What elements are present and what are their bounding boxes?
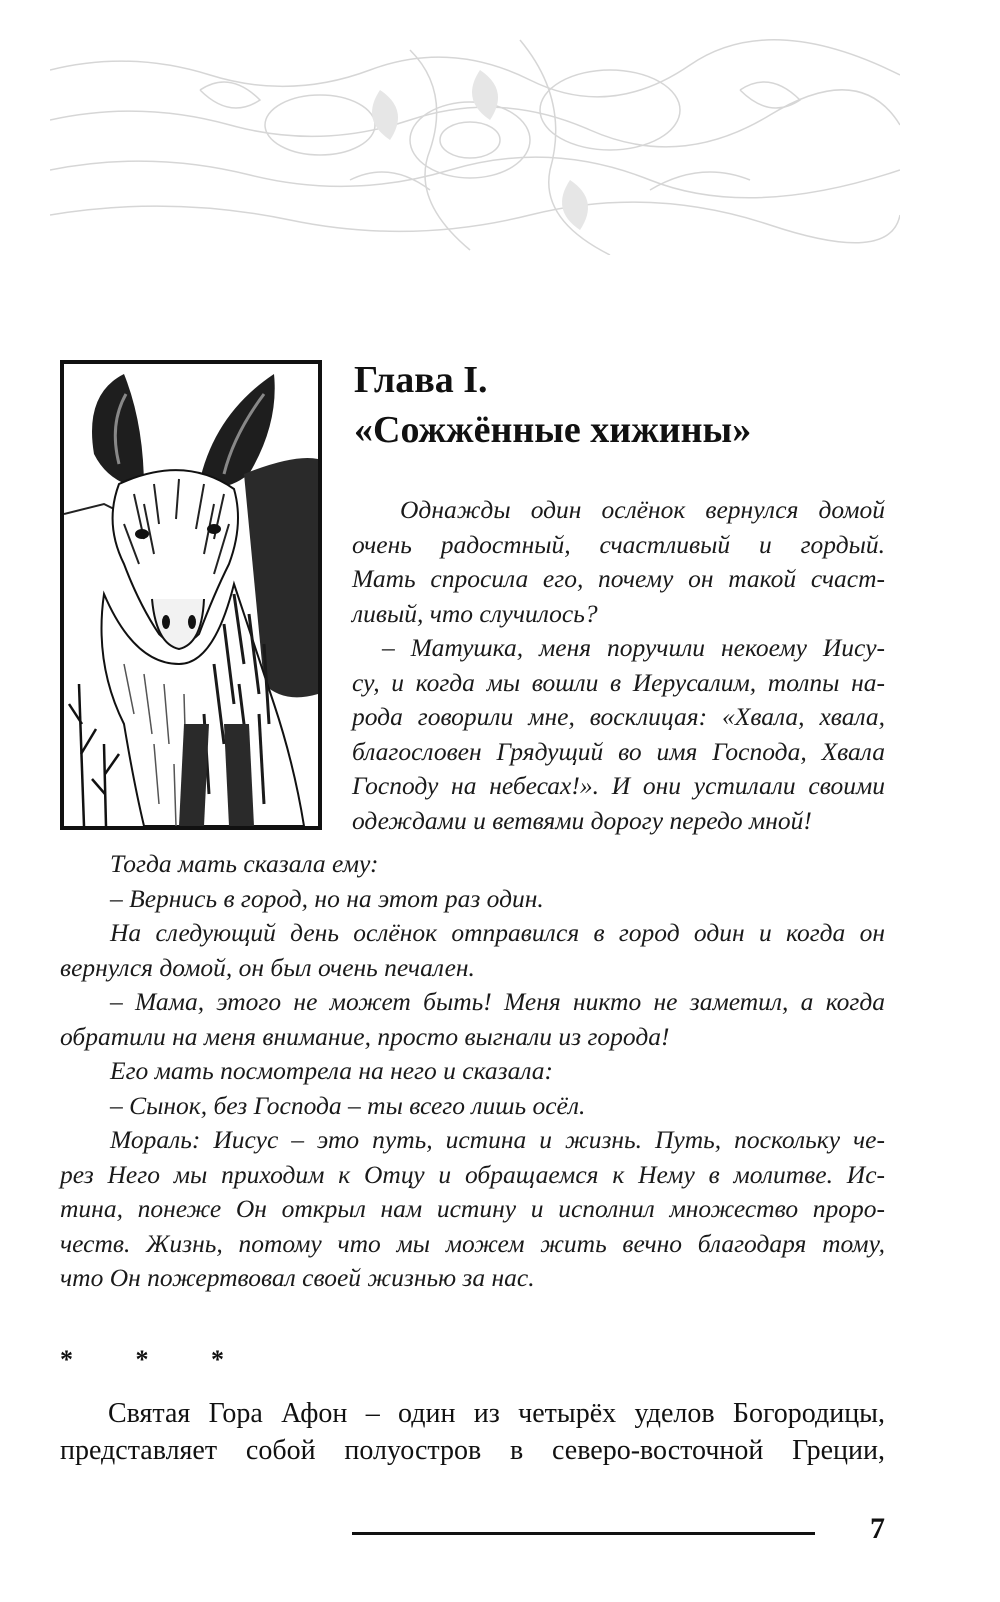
text-line: тина, понеже Он открыл нам истину и исполнил множество проро- bbox=[60, 1194, 885, 1223]
text-line: – Сынок, без Господа – ты всего лишь осёл. bbox=[110, 1090, 586, 1120]
chapter-title: «Сожжённые хижины» bbox=[354, 409, 752, 451]
page-number: 7 bbox=[870, 1512, 885, 1545]
text-line: На следующий день ослёнок отправился в город один и когда он bbox=[110, 918, 885, 947]
text-line: рез Него мы приходим к Отцу и обращаемся к Нему в молитве. Ис- bbox=[60, 1159, 885, 1189]
text-line: ливый, что случилось? bbox=[352, 598, 598, 628]
text-line: Однажды один ослёнок вернулся домой bbox=[400, 495, 885, 524]
text-line: благословен Грядущий во имя Господа, Хвала bbox=[352, 736, 885, 766]
text-line: – Матушка, меня поручили некоему Иису- bbox=[382, 633, 885, 662]
story-text-full-width bbox=[60, 847, 885, 1296]
section-text bbox=[60, 1395, 885, 1469]
floral-ornament-icon bbox=[50, 30, 900, 255]
text-line: Мать спросила его, почему он такой счаст- bbox=[352, 564, 885, 593]
text-line: одеждами и ветвями дорогу передо мной! bbox=[352, 805, 812, 835]
text-line: Святая Гора Афон – один из четырёх уделов Богородицы, bbox=[108, 1398, 885, 1429]
donkey-illustration bbox=[60, 360, 322, 830]
section-separator: * * * bbox=[60, 1345, 252, 1374]
text-line: Господу на небесах!». И они устилали своими bbox=[352, 771, 885, 800]
text-line: обратили на меня внимание, просто выгнали из города! bbox=[60, 1021, 670, 1051]
text-line: что Он пожертвовал своей жизнью за нас. bbox=[60, 1263, 535, 1292]
text-line: рода говорили мне, восклицая: «Хвала, хвала, bbox=[352, 702, 885, 731]
donkey-icon bbox=[64, 364, 318, 826]
text-line: – Вернись в город, но на этот раз один. bbox=[110, 883, 544, 913]
text-line: честв. Жизнь, потому что мы можем жить вечно благодаря тому, bbox=[60, 1228, 885, 1258]
footer-rule bbox=[352, 1532, 815, 1535]
text-line: – Мама, этого не может быть! Меня никто не заметил, а когда bbox=[110, 987, 885, 1016]
text-line: вернулся домой, он был очень печален. bbox=[60, 952, 475, 982]
text-line: Мораль: Иисус – это путь, истина и жизнь. Путь, поскольку че- bbox=[110, 1125, 885, 1154]
text-line: Тогда мать сказала ему: bbox=[110, 849, 379, 878]
chapter-number: Глава I. bbox=[354, 359, 488, 401]
text-line: очень радостный, счастливый и гордый. bbox=[352, 529, 885, 559]
story-text-beside-image bbox=[352, 493, 885, 838]
floral-ornament bbox=[50, 30, 900, 255]
text-line: су, и когда мы вошли в Иерусалим, толпы на- bbox=[352, 667, 885, 697]
text-line: Его мать посмотрела на него и сказала: bbox=[110, 1056, 553, 1085]
text-line: представляет собой полуостров в северо-восточной Греции, bbox=[60, 1435, 885, 1466]
